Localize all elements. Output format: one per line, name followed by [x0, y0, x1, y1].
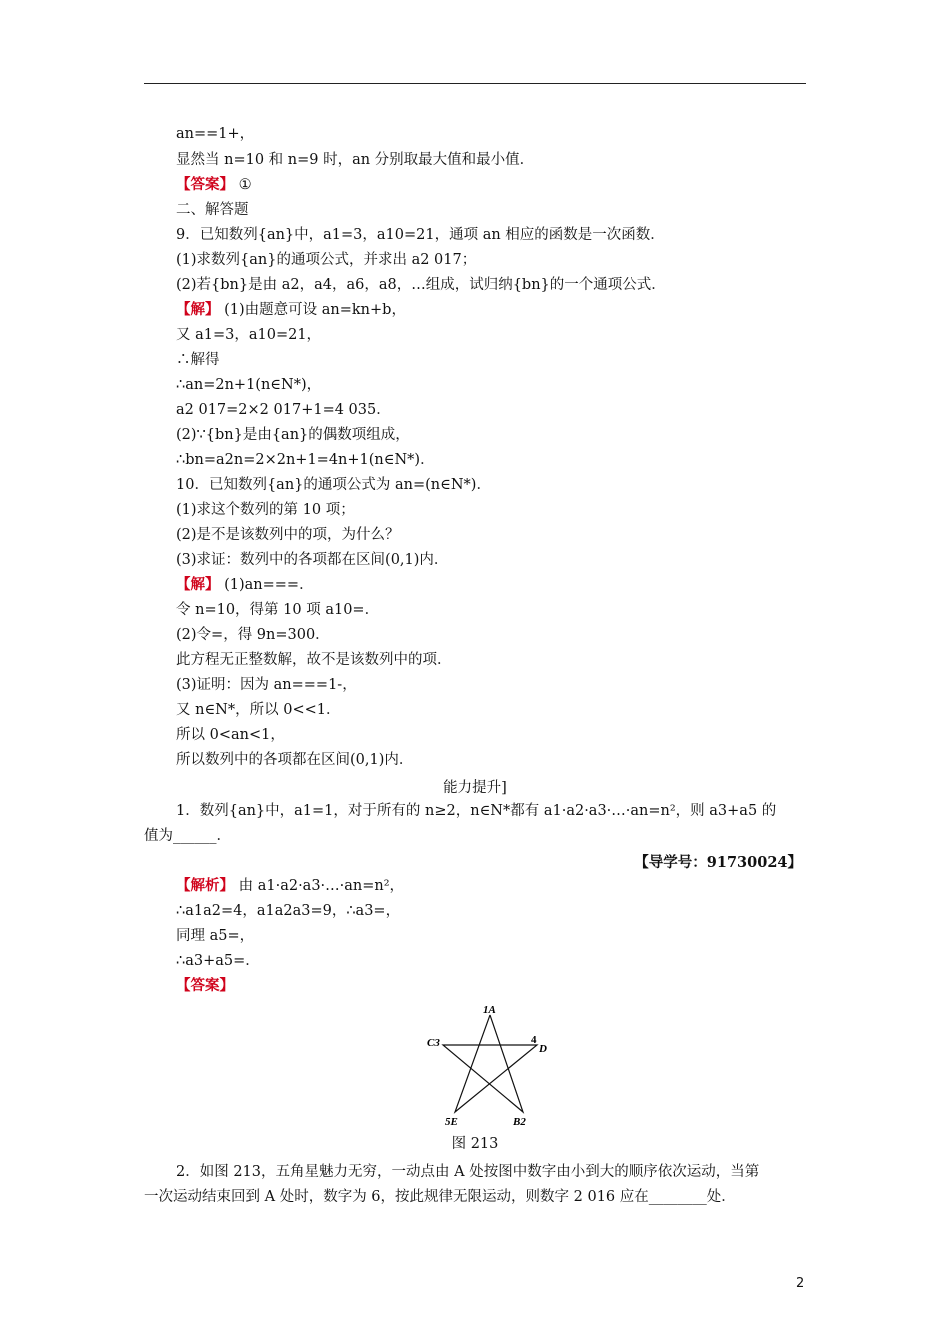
text-line: (1)求数列{an}的通项公式，并求出 a2 017； — [176, 252, 477, 268]
label-right-letter: D — [539, 1043, 547, 1055]
pentagram-lines — [443, 1015, 537, 1112]
line-text: ① — [234, 177, 252, 193]
page-number: 2 — [796, 1276, 805, 1291]
problem1-line1: 1．数列{an}中，a1=1，对于所有的 n≥2，n∈N*都有 a1·a2·a3·…·an=n²，则 a3+a5 的 — [176, 803, 777, 819]
section-title: 能力提升] — [443, 780, 507, 796]
section-tag: 【答案】 — [176, 176, 234, 193]
text-line: ∴解得 — [176, 352, 220, 368]
problem1-solution-line — [176, 876, 404, 896]
text-line: 二、解答题 — [176, 202, 249, 218]
problem1-sol-2: 同理 a5=， — [176, 928, 255, 944]
text-line: 又 a1=3，a10=21， — [176, 327, 322, 343]
text-line: ∴an=2n+1(n∈N*)， — [176, 377, 322, 393]
line-text: (1)由题意可设 an=kn+b， — [219, 302, 406, 318]
text-line: an==1+， — [176, 126, 255, 142]
text-line — [176, 175, 252, 195]
text-line — [176, 575, 314, 595]
text-line: ∴bn=a2n=2×2n+1=4n+1(n∈N*)． — [176, 452, 435, 468]
text-line: 所以 0<an<1， — [176, 727, 285, 743]
problem2-line2: 一次运动结束回到 A 处时，数字为 6，按此规律无限运动，则数字 2 016 应在________处． — [144, 1189, 736, 1205]
pentagram-figure — [425, 1000, 565, 1135]
section-tag: 【解】 — [176, 301, 220, 318]
text-line — [176, 300, 406, 320]
text-line: (2)令=，得 9n=300． — [176, 627, 330, 643]
problem2-line1: 2．如图 213，五角星魅力无穷，一动点由 A 处按图中数字由小到大的顺序依次运动，当第 — [176, 1164, 760, 1180]
label-left: C3 — [427, 1037, 440, 1049]
text-line: (1)求这个数列的第 10 项； — [176, 502, 355, 518]
text-line: (2)∵{bn}是由{an}的偶数项组成， — [176, 427, 410, 443]
text-line: 显然当 n=10 和 n=9 时，an 分别取最大值和最小值． — [176, 152, 535, 168]
text-line: 令 n=10，得第 10 项 a10=． — [176, 602, 380, 618]
section-tag: 【解】 — [176, 576, 220, 593]
text-line: 10．已知数列{an}的通项公式为 an=(n∈N*)． — [176, 477, 491, 493]
text-line: (3)求证：数列中的各项都在区间(0,1)内． — [176, 552, 449, 568]
guide-number: 【导学号：91730024】 — [634, 854, 802, 871]
text-line: a2 017=2×2 017+1=4 035． — [176, 402, 391, 418]
label-top: 1A — [483, 1004, 496, 1016]
analysis-text: 由 a1·a2·a3·…·an=n²， — [234, 878, 405, 894]
analysis-tag: 【解析】 — [176, 877, 234, 894]
answer-tag: 【答案】 — [176, 977, 234, 994]
text-line: (2)若{bn}是由 a2，a4，a6，a8，…组成，试归纳{bn}的一个通项公式． — [176, 277, 666, 293]
text-line: 9．已知数列{an}中，a1=3，a10=21，通项 an 相应的函数是一次函数． — [176, 227, 665, 243]
text-line: 此方程无正整数解，故不是该数列中的项． — [176, 652, 452, 668]
text-line: 又 n∈N*，所以 0<<1． — [176, 702, 341, 718]
label-bottom-left: 5E — [445, 1116, 458, 1128]
problem1-line2: 值为______． — [144, 828, 231, 844]
text-line: 所以数列中的各项都在区间(0,1)内． — [176, 752, 414, 768]
figure-caption: 图 213 — [451, 1136, 499, 1152]
text-line: (3)证明：因为 an===1-， — [176, 677, 357, 693]
text-line: (2)是不是该数列中的项，为什么？ — [176, 527, 400, 543]
label-right-number: 4 — [531, 1034, 537, 1046]
line-text: (1)an===． — [219, 577, 314, 593]
problem1-sol-1: ∴a1a2=4，a1a2a3=9，∴a3=， — [176, 903, 401, 919]
header-rule — [144, 83, 806, 84]
label-bottom-right: B2 — [513, 1116, 526, 1128]
problem1-sol-3: ∴a3+a5=． — [176, 953, 260, 969]
problem1-answer — [176, 976, 234, 996]
